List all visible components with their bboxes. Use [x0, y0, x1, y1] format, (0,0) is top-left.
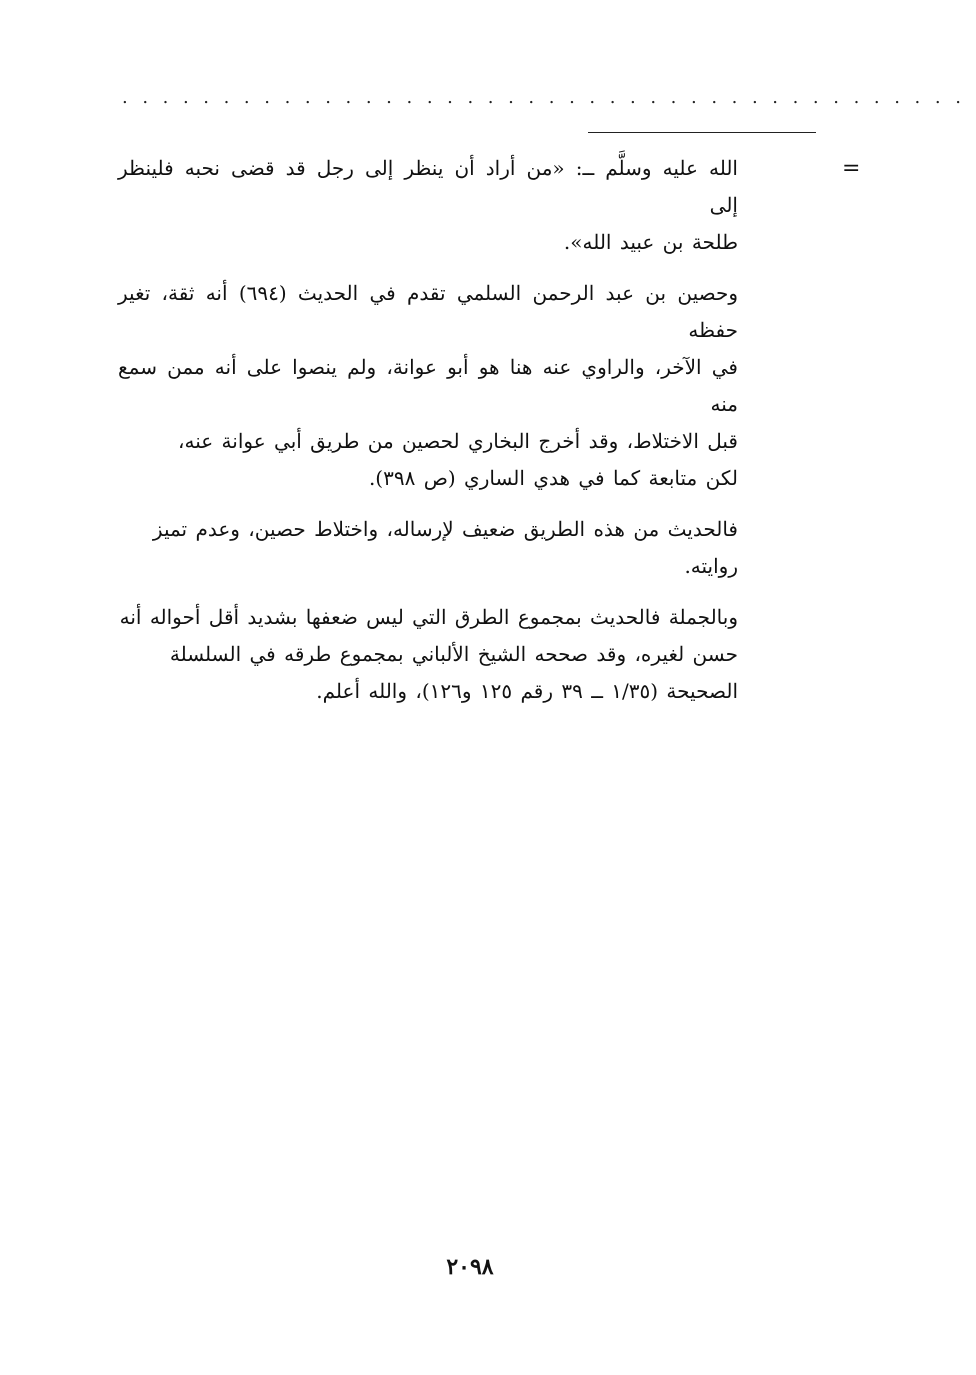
footnote-text — [118, 150, 738, 724]
text-line: وبالجملة فالحديث بمجموع الطرق التي ليس ضعفها بشديد أقل أحواله أنه — [119, 605, 738, 629]
text-line: الله عليه وسلَّم ــ: «من أراد أن ينظر إلى رجل قد قضى نحبه فلينظر إلى — [118, 156, 738, 217]
footnote-separator-dots: .......................................... — [122, 87, 976, 108]
text-line: قبل الاختلاط، وقد أخرج البخاري لحصين من طريق أبي عوانة عنه، — [178, 429, 738, 453]
footnote-separator-line — [588, 132, 816, 133]
footnote-paragraph — [118, 275, 738, 497]
text-line: حسن لغيره، وقد صححه الشيخ الألباني بمجموع طرقه في السلسلة — [169, 642, 738, 666]
footnote-paragraph — [118, 150, 738, 261]
text-line: وحصين بن عبد الرحمن السلمي تقدم في الحديث (٦٩٤) أنه ثقة، تغير حفظه — [118, 281, 738, 342]
text-line: طلحة بن عبيد الله». — [563, 230, 738, 254]
continuation-mark: = — [842, 156, 861, 181]
text-line: الصحيحة (١/٣٥ ــ ٣٩ رقم ١٢٥ و١٢٦)، والله أعلم. — [316, 679, 738, 703]
text-line: روايته. — [684, 554, 738, 578]
text-line: فالحديث من هذه الطريق ضعيف لإرساله، واختلاط حصين، وعدم تميز — [152, 517, 738, 541]
footnote-paragraph — [118, 511, 738, 585]
page-number: ٢٠٩٨ — [446, 1254, 494, 1280]
footnote-paragraph — [118, 599, 738, 710]
text-line: في الآخر، والراوي عنه هنا هو أبو عوانة، ولم ينصوا على أنه ممن سمع منه — [118, 355, 738, 416]
text-line: لكن متابعة كما في هدي الساري (ص ٣٩٨). — [368, 466, 738, 490]
